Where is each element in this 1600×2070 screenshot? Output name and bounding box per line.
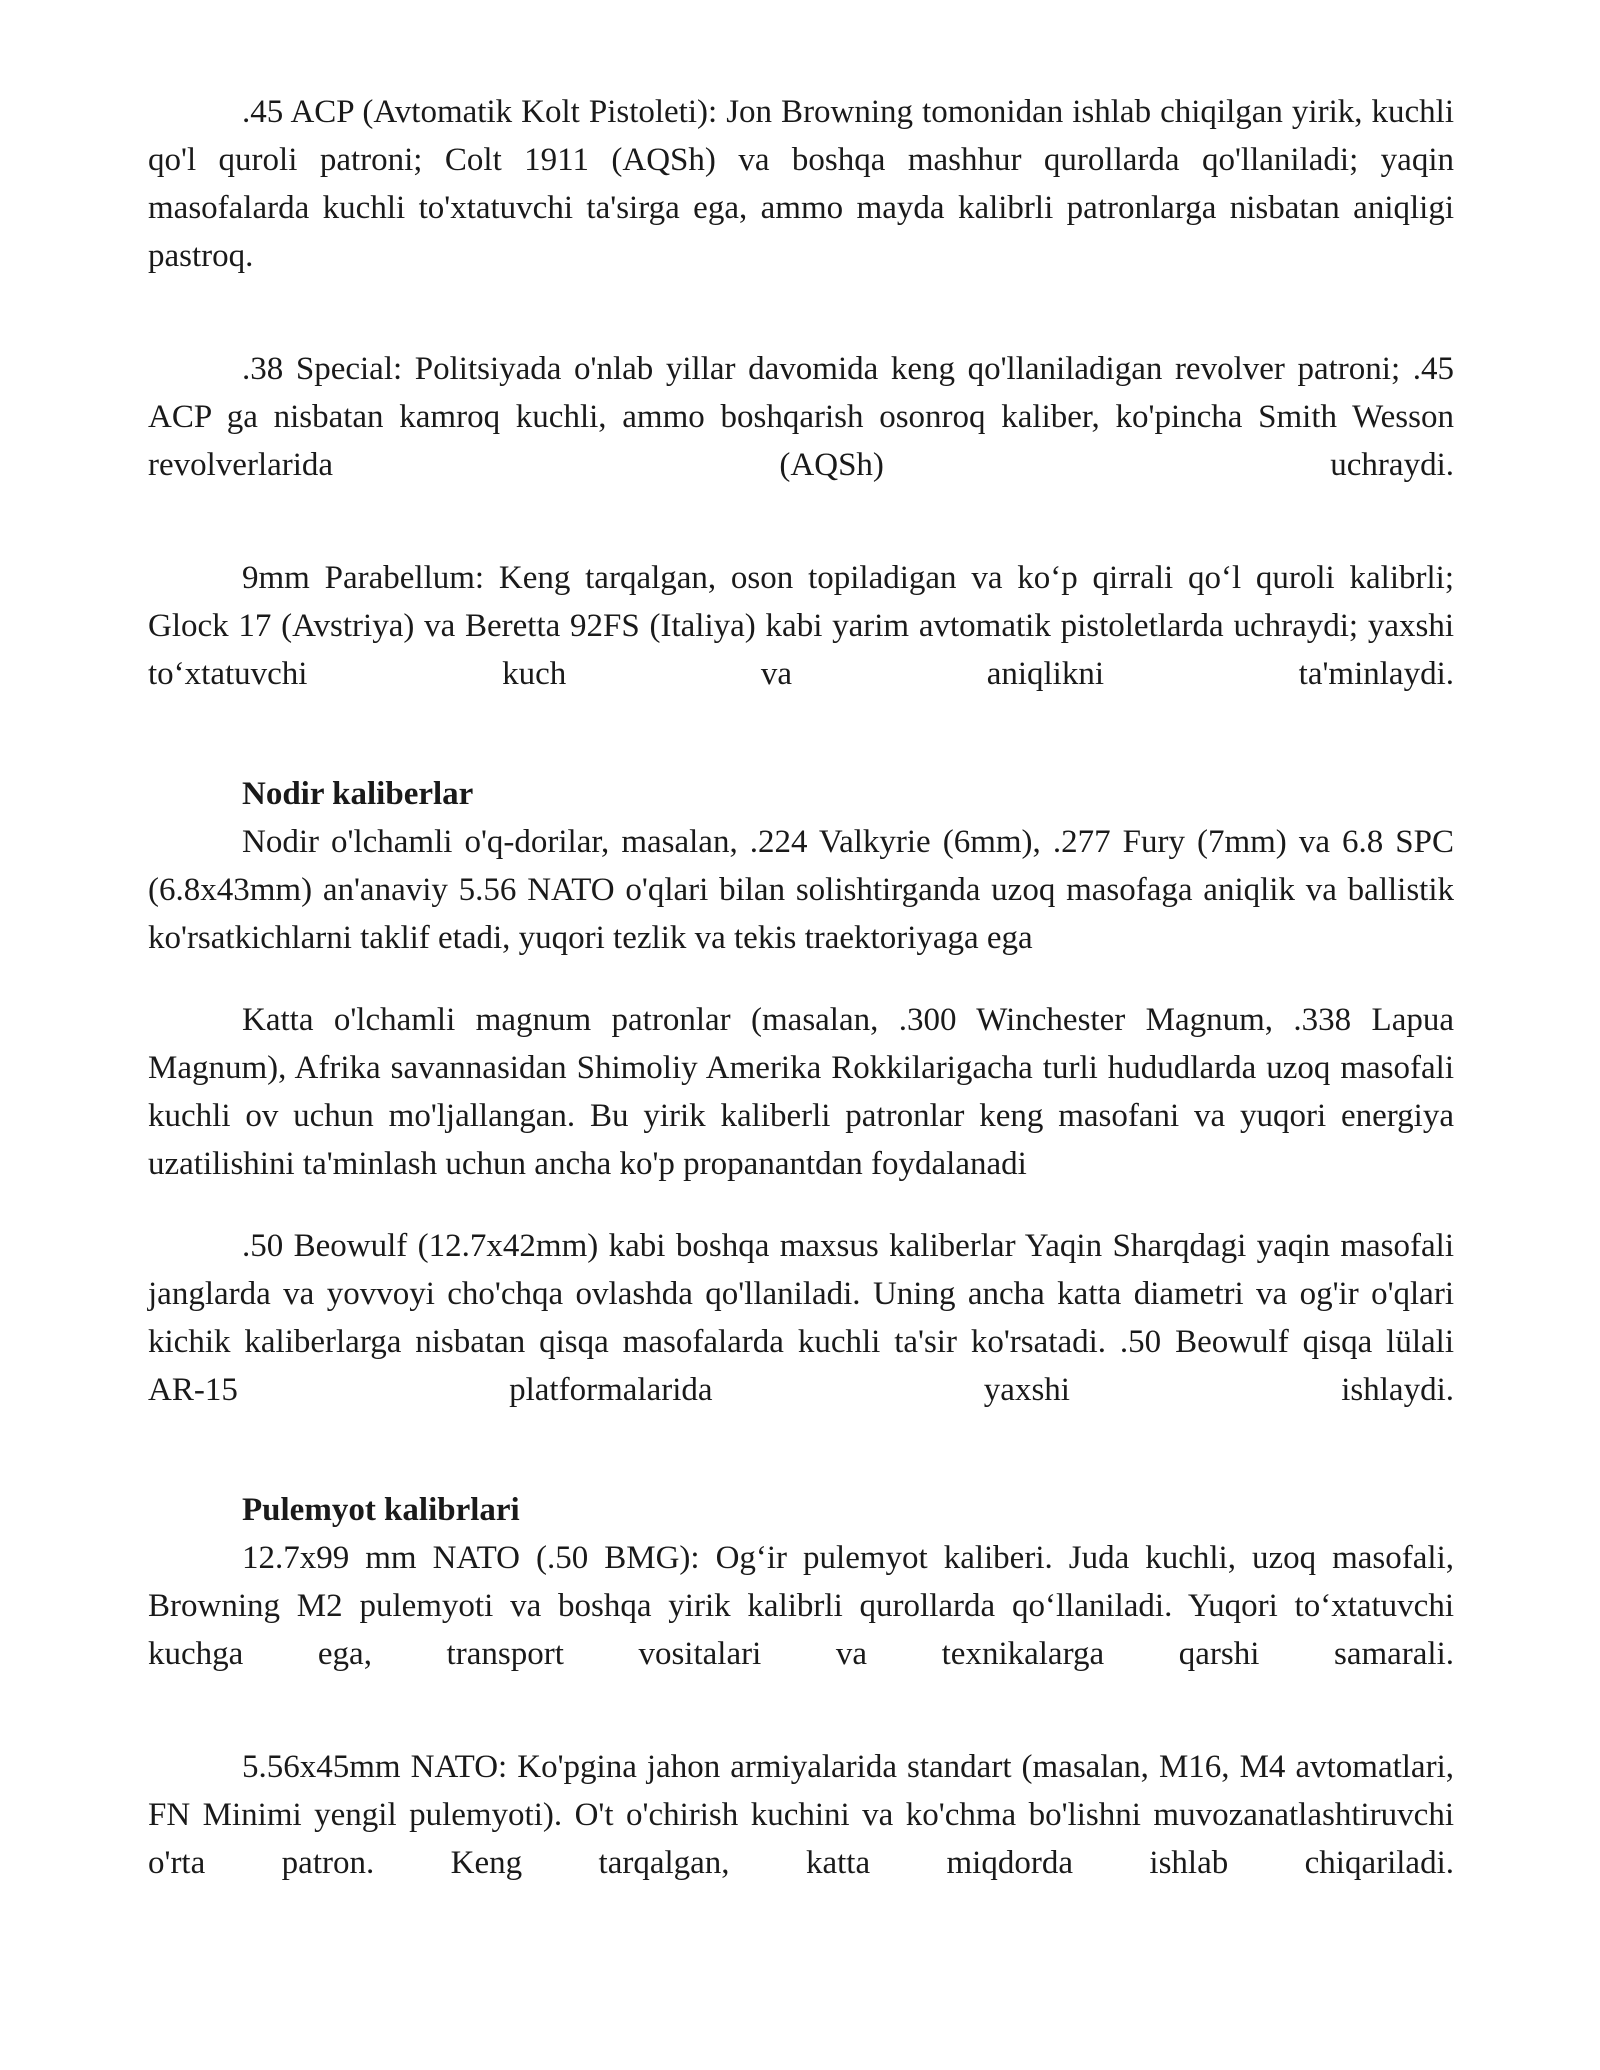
paragraph-50-bmg: 12.7x99 mm NATO (.50 BMG): Og‘ir pulemyot kaliberi. Juda kuchli, uzoq masofali, Browning M2 pulemyoti va boshqa yirik kalibrli qurollarda qo‘llaniladi. Yuqori to‘xtatuvchi kuchga ega, transport vositalari va texnikalarga qarshi samarali. [148,1540,1454,1672]
section-heading-machine-gun-calibers: Pulemyot kalibrlari [242,1492,520,1528]
paragraph-magnum: Katta o'lchamli magnum patronlar (masalan, .300 Winchester Magnum, .338 Lapua Magnum), Afrika savannasidan Shimoliy Amerika Rokkilarigacha turli hududlarda uzoq masofali kuchli ov uchun mo'ljallangan. Bu yirik kaliberli patronlar keng masofani va yuqori energiya uzatilishini ta'minlash uchun ancha ko'p propanantdan foydalanadi [148,1002,1454,1182]
paragraph-556-nato: 5.56x45mm NATO: Ko'pgina jahon armiyalarida standart (masalan, M16, M4 avtomatlari, FN Minimi yengil pulemyoti). O't o'chirish kuchini va ko'chma bo'lishni muvozanatlashtiruvchi o'rta patron. Keng tarqalgan, katta miqdorda ishlab chiqariladi. [148,1749,1454,1881]
paragraph-38-special: .38 Special: Politsiyada o'nlab yillar davomida keng qo'llaniladigan revolver patroni; .45 ACP ga nisbatan kamroq kuchli, ammo boshqarish osonroq kaliber, ko'pincha Smith Wesson revolverlarida (AQSh) uchraydi. [148,351,1454,483]
paragraph-50-beowulf: .50 Beowulf (12.7x42mm) kabi boshqa maxsus kaliberlar Yaqin Sharqdagi yaqin masofali janglarda va yovvoyi cho'chqa ovlashda qo'llaniladi. Uning ancha katta diametri va og'ir o'qlari kichik kaliberlarga nisbatan qisqa masofalarda kuchli ta'sir ko'rsatadi. .50 Beowulf qisqa lülali AR-15 platformalarida yaxshi ishlaydi. [148,1228,1454,1408]
section-heading-rare-calibers: Nodir kaliberlar [242,776,474,812]
document-page [148,88,1454,1887]
paragraph-9mm-parabellum: 9mm Parabellum: Keng tarqalgan, oson topiladigan va ko‘p qirrali qo‘l quroli kalibrli; Glock 17 (Avstriya) va Beretta 92FS (Italiya) kabi yarim avtomatik pistoletlarda uchraydi; yaxshi to‘xtatuvchi kuch va aniqlikni ta'minlaydi. [148,560,1454,692]
paragraph-45-acp: .45 ACP (Avtomatik Kolt Pistoleti): Jon Browning tomonidan ishlab chiqilgan yirik, kuchli qo'l quroli patroni; Colt 1911 (AQSh) va boshqa mashhur qurollarda qo'llaniladi; yaqin masofalarda kuchli to'xtatuvchi ta'sirga ega, ammo mayda kalibrli patronlarga nisbatan aniqligi pastroq. [148,94,1454,274]
paragraph-rare-ammo: Nodir o'lchamli o'q-dorilar, masalan, .224 Valkyrie (6mm), .277 Fury (7mm) va 6.8 SPC (6.8x43mm) an'anaviy 5.56 NATO o'qlari bilan solishtirganda uzoq masofaga aniqlik va ballistik ko'rsatkichlarni taklif etadi, yuqori tezlik va tekis traektoriyaga ega [148,824,1454,956]
